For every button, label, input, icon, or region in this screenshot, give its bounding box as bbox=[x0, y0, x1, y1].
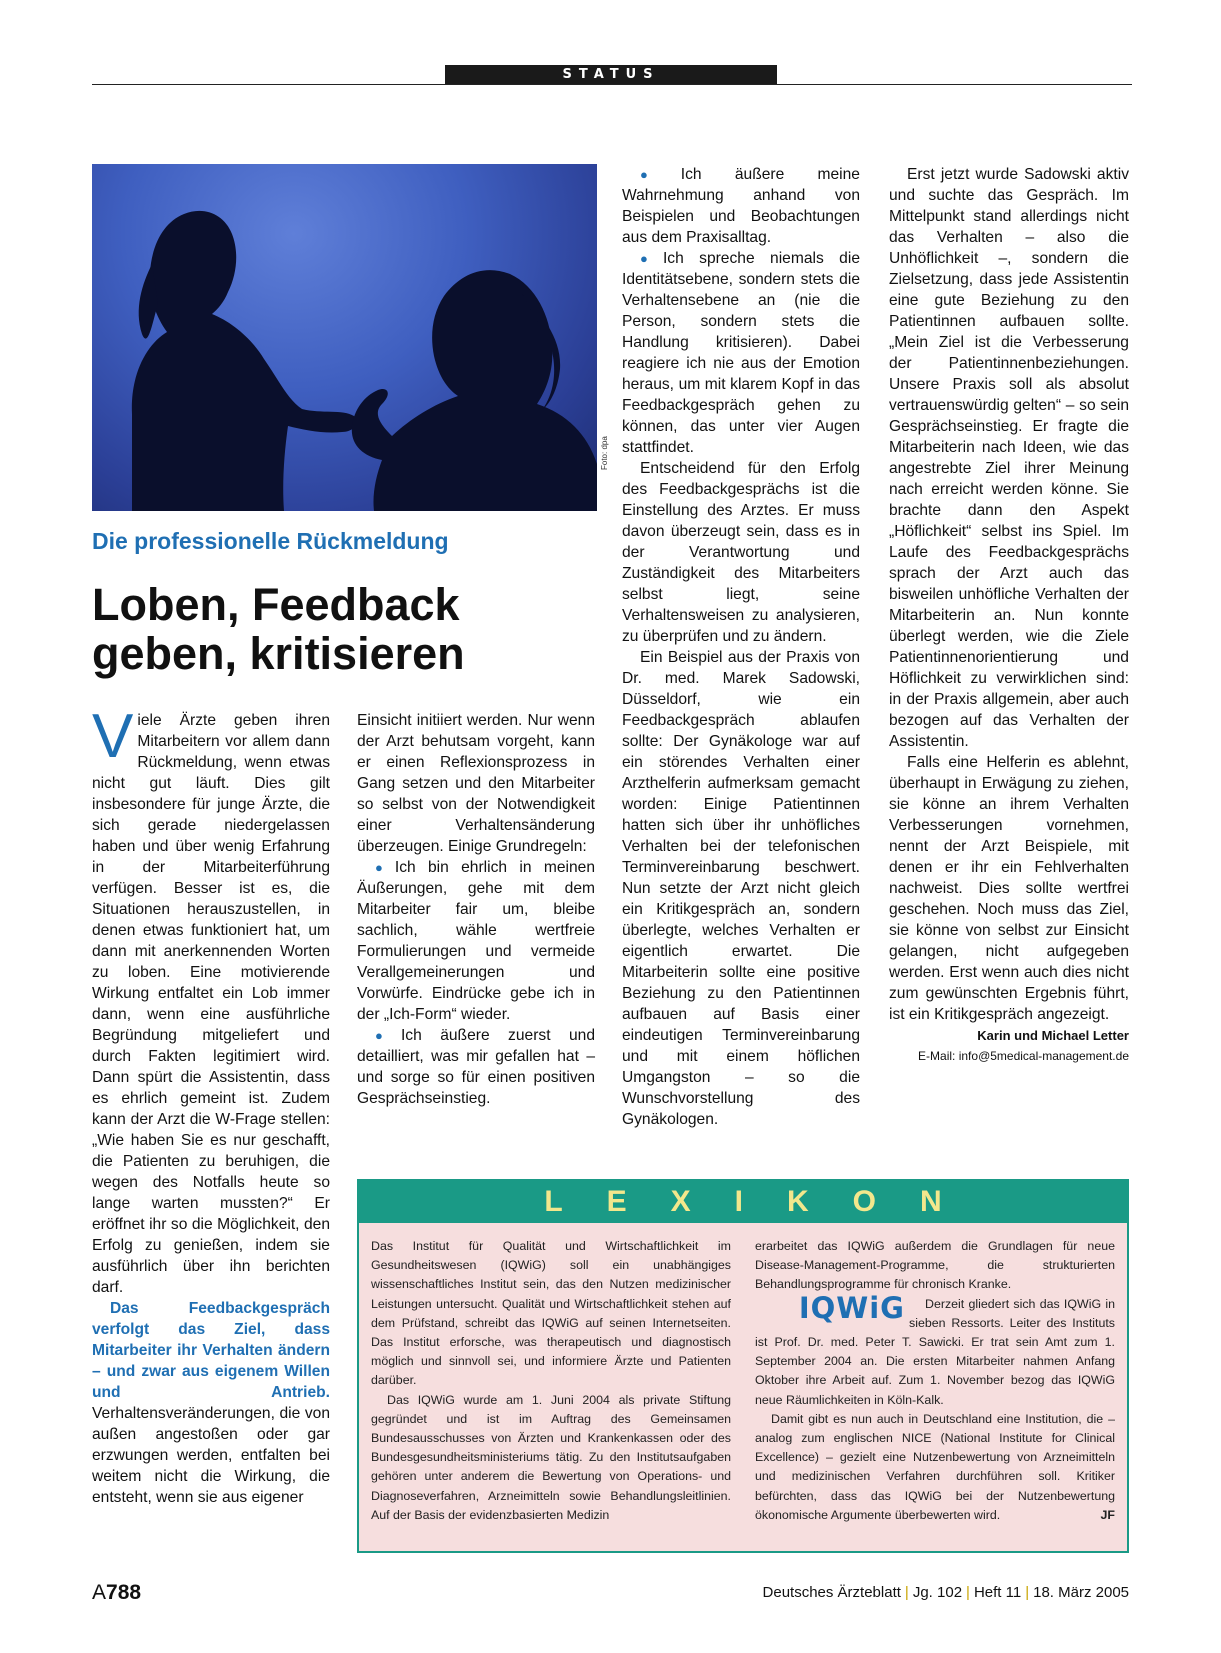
text-column-3 bbox=[622, 164, 860, 1130]
bullet-icon: ● bbox=[640, 167, 677, 182]
author-email[interactable]: E-Mail: info@5medical-management.de bbox=[918, 1049, 1129, 1063]
photo-credit: Foto: dpa bbox=[600, 436, 609, 470]
paragraph: Falls eine Helferin es ablehnt, überhaupt in Erwägung zu ziehen, sie könne an ihrem Verhalten Verbesserungen vornehmen, nennt der Arzt Beispiele, mit denen er ihr ein Fehlverhalten nachweist. Dies sollte wertfrei geschehen. Noch muss das Ziel, sie könne von selbst zur Einsicht gelangen, nicht aufgegeben werden. Erst wenn auch dies nicht zum gewünschten Ergebnis führt, ist ein Kritikgespräch angezeigt. bbox=[889, 754, 1129, 1023]
journal-info bbox=[763, 1584, 1129, 1601]
iqwig-logo: IQWiG bbox=[798, 1290, 905, 1325]
paragraph: Das IQWiG wurde am 1. Juni 2004 als private Stiftung gegründet und ist im Auftrag des Gemeinsamen Bundesausschusses von Ärzten und Krankenkassen oder des Bundesgesundheitsministeriums tätig. Zu den Institutsaufgaben gehören unter anderem die Bewertung von Operations- und Diagnoseverfahren, Arzneimitteln sowie Behandlungsleitlinien. Auf der Basis der evidenzbasierten Medizin bbox=[371, 1392, 731, 1522]
paragraph: IQWiG Derzeit gliedert sich das IQWiG in sieben Ressorts. Leiter des Instituts ist Prof. Dr. med. Peter T. Sawicki. Er trat sein Amt zum 1. September 2004 an. Die ersten Mitarbeiter nahmen Anfang Oktober ihre Arbeit auf. Zum 1. November bezog das IQWiG neue Räumlichkeiten in Köln-Kalk. bbox=[755, 1290, 1115, 1407]
paragraph: Viele Ärzte geben ihren Mitarbeitern vor allem dann Rückmeldung, wenn etwas nicht gut läuft. Dies gilt insbesondere für junge Ärzte, die sich gerade niedergelassen haben und über wenig Erfahrung in der Mitarbeiterführung verfügen. Besser ist es, die Situationen herauszustellen, in denen etwas funktioniert hat, um dann mit anerkennenden Worten zu loben. Eine motivierende Wirkung entfaltet ein Lob immer dann, wenn eine ausführliche Begründung mitgeliefert und durch Fakten legitimiert wird. Dann spürt die Assistentin, dass es ehrlich gemeint ist. Zudem kann der Arzt die W-Frage stellen: „Wie haben Sie es nur geschafft, die Patienten zu beruhigen, die wegen des Notfalls heute so lange warten mussten?“ Er eröffnet ihr so die Möglichkeit, den Erfolg zu genießen, indem sie ausführlich über ihn berichten darf. bbox=[92, 702, 330, 1296]
paragraph: Entscheidend für den Erfolg des Feedbackgesprächs ist die Einstellung des Arztes. Er muss davon überzeugt sein, dass es in der Verantwortung und Zuständigkeit des Mitarbeiters selbst liegt, seine Verhaltensweisen zu analysieren, zu überprüfen und zu ändern. bbox=[622, 460, 860, 645]
paragraph: Einsicht initiiert werden. Nur wenn der Arzt behutsam vorgeht, kann er einen Reflexionsprozess in Gang setzen und den Mitarbeiter so selbst von der Notwendigkeit einer Verhaltensänderung überzeugen. Einige Grundregeln: bbox=[357, 712, 595, 855]
text-column-1 bbox=[92, 702, 330, 1508]
separator: | bbox=[966, 1584, 970, 1601]
paragraph: Das Feedbackgespräch verfolgt das Ziel, dass Mitarbeiter ihr Verhalten ändern – und zwar aus eigenem Willen und Antrieb. Verhaltensveränderungen, die von außen angestoßen oder gar erzwungen werden, entfalten bei weitem nicht die Wirkung, die entsteht, wenn sie aus eigener bbox=[92, 1300, 330, 1506]
article-authors: Karin und Michael Letter bbox=[977, 1028, 1129, 1043]
journal-name: Deutsches Ärzteblatt bbox=[762, 1584, 901, 1601]
paragraph: Ein Beispiel aus der Praxis von Dr. med. Marek Sadowski, Düsseldorf, wie ein Feedbackgespräch ablaufen sollte: Der Gynäkologe war auf ein störendes Verhalten einer Arzthelferin aufmerksam gemacht worden: Einige Patientinnen hatten sich über ihr unhöfliches Verhalten bei der telefonischen Terminvereinbarung beschwert. Nun setzte der Arzt nicht gleich ein Kritikgespräch an, sondern überlegte, welches Verhalten er eigentlich erwartet. Die Mitarbeiterin sollte eine positive Beziehung zu den Patientinnen aufbauen auf Basis einer eindeutigen Terminvereinbarung und mit einem höflichen Umgangston – so die Wunschvorstellung des Gynäkologen. bbox=[622, 649, 860, 1128]
paragraph: Damit gibt es nun auch in Deutschland eine Institution, die – analog zum englischen NICE (National Institute for Clinical Excellence) – gezielt eine Nutzenbewertung von Arzneimitteln und medizinischen Verfahren durchführen soll. Kritiker befürchten, dass das IQWiG bei der Nutzenbewertung ökonomische Argumente überbewerten wird. JF bbox=[755, 1410, 1115, 1525]
bullet-item: ● Ich äußere zuerst und detailliert, was mir gefallen hat – und sorge so für einen positiven Gesprächseinstieg. bbox=[357, 1027, 595, 1107]
header-rule bbox=[92, 84, 1132, 85]
text-column-4 bbox=[889, 164, 1129, 1067]
lexikon-box bbox=[357, 1179, 1129, 1553]
separator: | bbox=[904, 1584, 909, 1601]
article-kicker: Die professionelle Rückmeldung bbox=[92, 528, 449, 554]
journal-issue: Heft 11 bbox=[973, 1584, 1022, 1601]
separator: | bbox=[1025, 1584, 1030, 1601]
paragraph: Erst jetzt wurde Sadowski aktiv und suchte das Gespräch. Im Mittelpunkt stand allerdings nicht das Verhalten – also die Unhöflichkeit –, sondern die Zielsetzung, dass jede Assistentin eine gute Beziehung zu den Patientinnen aufbauen sollte. „Mein Ziel ist die Verbesserung der Patientinnenbeziehungen. Unsere Praxis soll als absolut vertrauenswürdig gelten“ – so sein Gesprächseinstieg. Er fragte die Mitarbeiterin nach Ideen, wie das angestrebte Ziel ihrer Meinung nach erreicht werden könne. Sie brachte dann den Aspekt „Höflichkeit“ selbst ins Spiel. Im Laufe des Feedbackgesprächs sprach der Arzt auch das bisweilen unhöfliche Verhalten der Mitarbeiterin an. Nun konnte überlegt werden, wie die Ziele Patientinnenorientierung und Höflichkeit zu verwirklichen sind: in der Praxis allgemein, aber auch bezogen auf das Verhalten der Assistentin. bbox=[889, 166, 1129, 750]
article-headline: Loben, Feedback geben, kritisieren bbox=[92, 579, 465, 679]
page-number: A788 bbox=[92, 1581, 142, 1604]
journal-volume: Jg. 102 bbox=[912, 1584, 963, 1601]
lexikon-title: LEXIKON bbox=[359, 1181, 1127, 1223]
bullet-icon: ● bbox=[375, 1028, 397, 1043]
two-silhouettes-image bbox=[92, 164, 597, 511]
highlight-text: Das Feedbackgespräch verfolgt das Ziel, dass Mitarbeiter ihr Verhalten ändern – und zwar aus eigenem Willen und Antrieb. bbox=[92, 1300, 330, 1401]
section-label: STATUS bbox=[445, 65, 777, 85]
lexikon-signature: JF bbox=[1100, 1507, 1115, 1522]
bullet-icon: ● bbox=[640, 251, 659, 266]
dropcap: V bbox=[92, 702, 134, 771]
article-photo bbox=[92, 164, 597, 511]
lexikon-column-right bbox=[755, 1237, 1115, 1525]
bullet-item: ● Ich äußere meine Wahrnehmung anhand von Beispielen und Beobachtungen aus dem Praxisalltag. bbox=[622, 166, 860, 246]
journal-date: 18. März 2005 bbox=[1033, 1584, 1129, 1601]
paragraph: Das Institut für Qualität und Wirtschaftlichkeit im Gesundheitswesen (IQWiG) soll ein unabhängiges wissenschaftliches Institut sein, das den Nutzen medizinischer Leistungen untersucht. Qualität und Wirtschaftlichkeit stehen auf dem Prüfstand, schreibt das IQWiG auf seinen Internetseiten. Das Institut erforsche, was therapeutisch und diagnostisch möglich und sinnvoll sei, und informiere Ärzte und Patienten darüber. bbox=[371, 1239, 731, 1388]
bullet-item: ● Ich spreche niemals die Identitätsebene, sondern stets die Verhaltensebene an (nie die Person, sondern stets die Handlung kritisieren). Dabei reagiere ich nie aus der Emotion heraus, um mit klarem Kopf in das Feedbackgespräch gehen zu können, das unter vier Augen stattfindet. bbox=[622, 250, 860, 456]
bullet-item: ● Ich bin ehrlich in meinen Äußerungen, gehe mit dem Mitarbeiter fair um, bleibe sachlich, wähle wertfreie Formulierungen und vermeide Verallgemeinerungen und Vorwürfe. Eindrücke gebe ich in der „Ich-Form“ wieder. bbox=[357, 859, 595, 1023]
lexikon-column-left bbox=[371, 1237, 731, 1525]
bullet-icon: ● bbox=[375, 860, 391, 875]
text-column-2 bbox=[357, 710, 595, 1109]
paragraph: erarbeitet das IQWiG außerdem die Grundlagen für neue Disease-Management-Programme, die strukturierten Behandlungsprogramme für chronisch Kranke. bbox=[755, 1239, 1115, 1292]
